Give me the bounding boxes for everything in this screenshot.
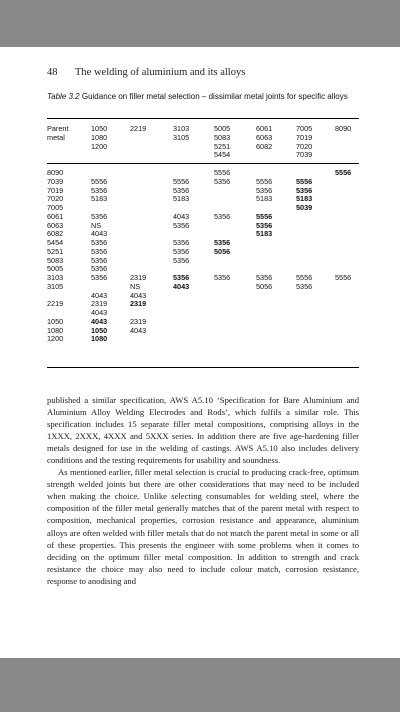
table-cell: 5356 — [173, 220, 190, 230]
table-cell: 2319 — [130, 316, 147, 326]
row-label-cell: 5083 — [47, 255, 64, 265]
table-cell: 5356 — [296, 185, 313, 195]
filler-metal-table — [47, 125, 367, 344]
row-label-cell: metal — [47, 132, 65, 142]
row-label-cell: Parent — [47, 124, 69, 133]
table-header-row — [47, 151, 367, 160]
row-label-cell: 7005 — [47, 203, 64, 212]
body-text — [47, 394, 359, 587]
table-cell: 5356 — [256, 185, 273, 195]
table-cell: 5005 — [214, 124, 231, 133]
table-cell: 5356 — [173, 185, 190, 195]
table-cell: 5056 — [256, 281, 273, 291]
table-cell: 5251 — [214, 141, 231, 151]
table-cell: 5356 — [256, 220, 273, 230]
table-cell: 5556 — [256, 176, 273, 186]
table-cell: 7020 — [296, 141, 313, 151]
row-label-cell: 3105 — [47, 281, 64, 291]
row-label-cell: 1080 — [47, 325, 64, 335]
table-cell: 5083 — [214, 132, 231, 142]
table-cell: 4043 — [173, 211, 190, 221]
table-cell: 1080 — [91, 334, 108, 344]
table-cell: 6061 — [256, 124, 273, 133]
table-cell: 1050 — [91, 124, 108, 133]
table-cell: 5356 — [91, 246, 108, 256]
table-cell: 1200 — [91, 141, 108, 151]
row-label-cell: 6061 — [47, 211, 64, 221]
table-cell: 5356 — [173, 273, 190, 282]
table-cell: 1050 — [91, 325, 108, 335]
table-cell: 2219 — [130, 124, 147, 133]
table-cell: 5056 — [214, 246, 231, 256]
table-cell: 5356 — [91, 255, 108, 265]
table-cell: 4043 — [91, 308, 108, 317]
row-label-cell: 3103 — [47, 273, 64, 282]
table-cell: 5556 — [296, 273, 313, 282]
table-cell: 1080 — [91, 132, 108, 142]
table-cell: 5356 — [91, 264, 108, 274]
row-label-cell: 5005 — [47, 264, 64, 274]
table-cell: 3105 — [173, 132, 190, 142]
table-cell: 5556 — [256, 211, 273, 221]
table-cell: 5356 — [214, 176, 231, 186]
table-cell: 4043 — [173, 281, 190, 291]
paragraph: published a similar specification, AWS A5.10 ‘Specification for Bare Aluminium and Aluminium Alloy Welding Electrodes and Rods’, which fulfils a similar role. This specification includes 15 separate filler metal compositions, comprising alloys in the 1XXX, 2XXX, 4XXX and 5XXX series. In addition there are five age-hardening filler metals designed for use in the welding of castings. AWS A5.10 also includes delivery conditions and the testing requirements for usability and soundness. — [47, 395, 359, 466]
table-cell: 5356 — [91, 238, 108, 247]
book-page — [0, 47, 400, 658]
table-cell: 4043 — [91, 316, 108, 326]
table-cell: 4043 — [91, 229, 108, 239]
table-top-rule — [47, 118, 359, 119]
table-cell: 5356 — [214, 211, 231, 221]
table-cell: 5556 — [335, 273, 352, 282]
table-cell: 5039 — [296, 203, 313, 212]
table-cell: 5356 — [214, 238, 231, 247]
table-cell: 5356 — [173, 238, 190, 247]
table-cell: 7039 — [296, 150, 313, 160]
table-header-row — [47, 143, 367, 152]
row-label-cell: 7020 — [47, 194, 64, 204]
table-cell: 5556 — [173, 176, 190, 186]
table-cell: 5183 — [173, 194, 190, 204]
table-cell: 2319 — [91, 299, 108, 309]
table-cell: NS — [91, 220, 102, 230]
table-cell: 4043 — [130, 290, 147, 300]
table-cell: 5556 — [296, 176, 313, 186]
page-number: 48 — [47, 67, 58, 78]
table-cell: 3103 — [173, 124, 190, 133]
table-cell: 7005 — [296, 124, 313, 133]
table-cell: 4043 — [130, 325, 147, 335]
table-cell: 5183 — [256, 194, 273, 204]
table-cell: 4043 — [91, 290, 108, 300]
table-cell: 5356 — [214, 273, 231, 282]
table-title: Guidance on filler metal selection – dissimilar metal joints for specific alloys — [81, 92, 348, 101]
table-cell: 5356 — [91, 211, 108, 221]
page-header — [47, 67, 245, 78]
row-label-cell: 5251 — [47, 246, 64, 256]
table-cell: 5356 — [91, 273, 108, 282]
table-row — [47, 335, 367, 344]
table-cell: 5356 — [173, 255, 190, 265]
row-label-cell: 1200 — [47, 334, 64, 344]
row-label-cell: 6063 — [47, 220, 64, 230]
table-cell: 5356 — [173, 246, 190, 256]
row-label-cell: 7039 — [47, 176, 64, 186]
table-caption — [47, 92, 367, 102]
table-cell: 6082 — [256, 141, 273, 151]
table-cell: 7019 — [296, 132, 313, 142]
table-cell: 5183 — [256, 229, 273, 239]
table-cell: 5556 — [91, 176, 108, 186]
table-label: Table 3.2 — [47, 92, 80, 101]
row-label-cell: 1050 — [47, 316, 64, 326]
table-cell: 5183 — [91, 194, 108, 204]
paragraph: As mentioned earlier, filler metal selection is crucial to producing crack-free, optimum strength welded joints but there are other considerations that may need to be included when making the choice. Unlike selecting consumables for welding steel, where the composition of the filler metal generally matches that of the parent metal with respect to composition, mechanical properties, corrosion resistance and appearance, aluminium alloys are often welded with filler metals that do not match the parent metal in some or all of these properties. This presents the engineer with some problems when it comes to deciding on the optimum filler metal composition. In addition to strength and crack resistance the choice may also need to include colour match, corrosion resistance, response to anodising and — [47, 467, 359, 586]
row-label-cell: 5454 — [47, 238, 64, 247]
table-cell: 5454 — [214, 150, 231, 160]
table-cell: 2319 — [130, 299, 147, 309]
table-cell: NS — [130, 281, 141, 291]
table-cell: 5356 — [256, 273, 273, 282]
table-cell: 5356 — [296, 281, 313, 291]
row-label-cell: 7019 — [47, 185, 64, 195]
table-cell: 6063 — [256, 132, 273, 142]
table-cell: 5556 — [335, 168, 352, 177]
row-label-cell: 2219 — [47, 299, 64, 309]
table-bottom-rule — [47, 367, 359, 368]
table-row — [47, 195, 367, 204]
row-label-cell: 6082 — [47, 229, 64, 239]
table-cell: 5183 — [296, 194, 313, 204]
table-header — [47, 125, 367, 160]
table-cell: 2319 — [130, 273, 147, 282]
row-label-cell: 8090 — [47, 168, 64, 177]
table-body — [47, 169, 367, 344]
table-cell: 5556 — [214, 168, 231, 177]
table-row — [47, 274, 367, 283]
table-cell: 5356 — [91, 185, 108, 195]
table-cell: 8090 — [335, 124, 352, 133]
running-title: The welding of aluminium and its alloys — [75, 67, 246, 78]
